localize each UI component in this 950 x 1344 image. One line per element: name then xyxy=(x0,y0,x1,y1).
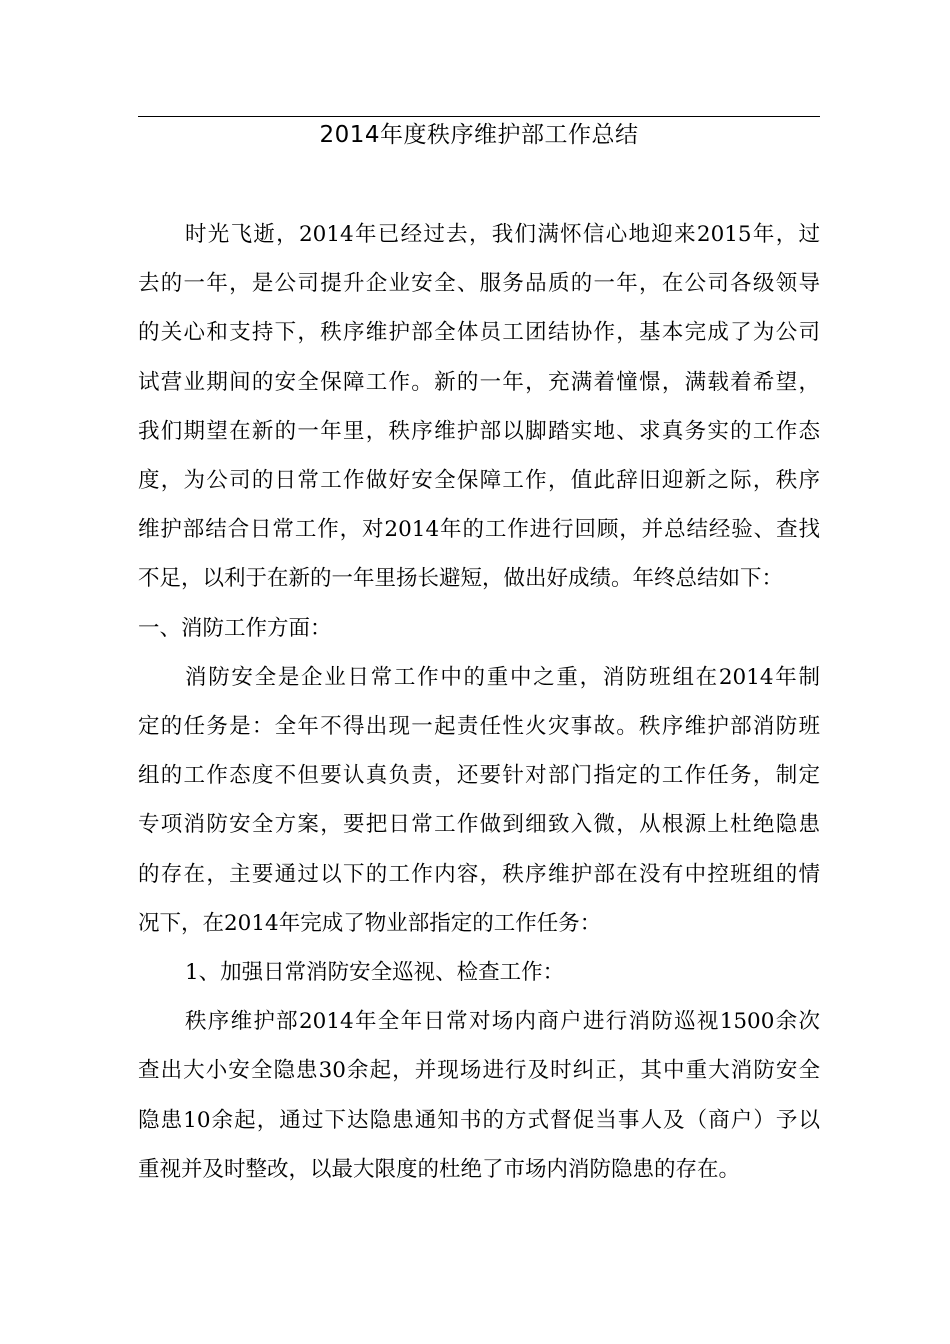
text-line: 度，为公司的日常工作做好安全保障工作，值此辞旧迎新之际，秩序 xyxy=(138,468,820,494)
text-line: 不足，以利于在新的一年里扬长避短，做出好成绩。年终总结如下： xyxy=(138,566,784,592)
text-line: 秩序维护部2014年全年日常对场内商户进行消防巡视1500余次 xyxy=(185,1009,820,1035)
text-line: 况下，在2014年完成了物业部指定的工作任务： xyxy=(138,910,602,936)
text-line: 时光飞逝，2014年已经过去，我们满怀信心地迎来2015年，过 xyxy=(185,222,820,247)
text-line: 查出大小安全隐患30余起，并现场进行及时纠正，其中重大消防安全 xyxy=(138,1058,820,1084)
text-line: 专项消防安全方案，要把日常工作做到细致入微，从根源上杜绝隐患 xyxy=(138,812,820,838)
paragraph-intro xyxy=(138,210,820,604)
text-line: 试营业期间的安全保障工作。新的一年，充满着憧憬，满载着希望， xyxy=(138,369,820,395)
paragraph-fire-safety xyxy=(138,653,820,948)
section-heading-fire-safety xyxy=(138,604,820,653)
text-line: 一、消防工作方面： xyxy=(138,615,332,641)
text-line: 的关心和支持下，秩序维护部全体员工团结协作，基本完成了为公司 xyxy=(138,320,820,346)
text-line: 消防安全是企业日常工作中的重中之重，消防班组在2014年制 xyxy=(185,664,820,690)
text-line: 维护部结合日常工作，对2014年的工作进行回顾，并总结经验、查找 xyxy=(138,517,820,543)
text-line: 的存在，主要通过以下的工作内容，秩序维护部在没有中控班组的情 xyxy=(138,861,820,887)
item-heading-patrol xyxy=(138,948,820,997)
text-line: 重视并及时整改，以最大限度的杜绝了市场内消防隐患的存在。 xyxy=(138,1156,741,1182)
document-body xyxy=(138,210,820,1194)
text-line: 组的工作态度不但要认真负责，还要针对部门指定的工作任务，制定 xyxy=(138,763,820,789)
paragraph-patrol xyxy=(138,997,820,1194)
text-line: 我们期望在新的一年里，秩序维护部以脚踏实地、求真务实的工作态 xyxy=(138,418,820,444)
text-line: 隐患10余起，通过下达隐患通知书的方式督促当事人及（商户）予以 xyxy=(138,1107,820,1133)
document-title: 2014年度秩序维护部工作总结 xyxy=(319,122,639,148)
text-line: 定的任务是：全年不得出现一起责任性火灾事故。秩序维护部消防班 xyxy=(138,714,820,740)
text-line: 去的一年，是公司提升企业安全、服务品质的一年，在公司各级领导 xyxy=(138,271,820,297)
header-rule xyxy=(138,116,820,117)
text-line: 1、加强日常消防安全巡视、检查工作： xyxy=(185,960,565,986)
